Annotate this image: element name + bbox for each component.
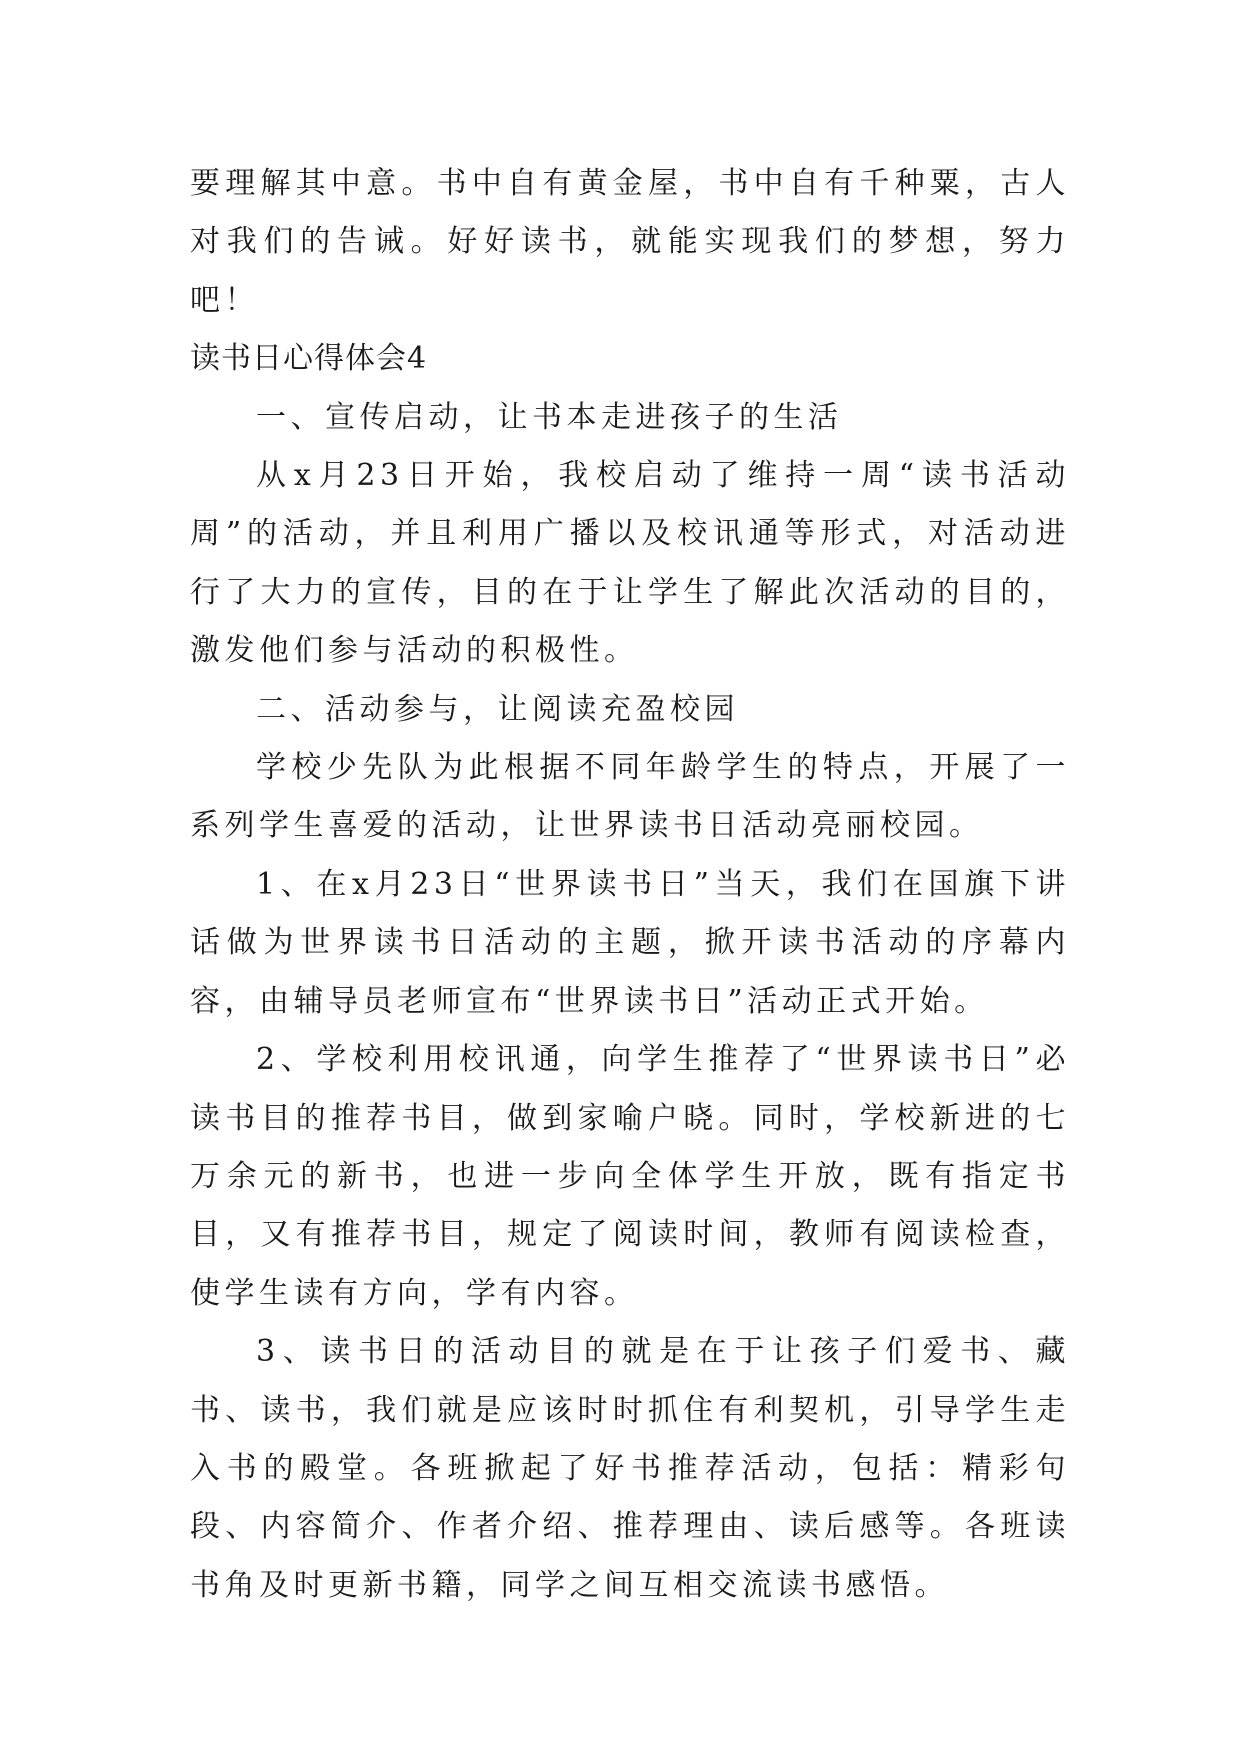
section-title: 读书日心得体会4 xyxy=(190,341,428,377)
document-body xyxy=(190,155,1070,1615)
list-item-1: 1、在x月23日“世界读书日”当天，我们在国旗下讲话做为世界读书日活动的主题，掀开读书活动的序幕内容，由辅导员老师宣布“世界读书日”活动正式开始。 xyxy=(190,866,1070,1019)
heading-part-two: 二、活动参与，让阅读充盈校园 xyxy=(256,691,739,727)
list-item-2: 2、学校利用校讯通，向学生推荐了“世界读书日”必读书目的推荐书目，做到家喻户晓。同时，学校新进的七万余元的新书，也进一步向全体学生开放，既有指定书目，又有推荐书目，规定了阅读时间，教师有阅读检查，使学生读有方向，学有内容。 xyxy=(190,1042,1070,1311)
list-item-3: 3、读书日的活动目的就是在于让孩子们爱书、藏书、读书，我们就是应该时时抓住有利契机，引导学生走入书的殿堂。各班掀起了好书推荐活动，包括：精彩句段、内容简介、作者介绍、推荐理由、读后感等。各班读书角及时更新书籍，同学之间互相交流读书感悟。 xyxy=(190,1334,1070,1603)
paragraph-activities-intro: 学校少先队为此根据不同年龄学生的特点，开展了一系列学生喜爱的活动，让世界读书日活动亮丽校园。 xyxy=(190,750,1070,844)
heading-part-one: 一、宣传启动，让书本走进孩子的生活 xyxy=(256,399,843,435)
paragraph-continuation: 要理解其中意。书中自有黄金屋，书中自有千种粟，古人对我们的告诫。好好读书，就能实现我们的梦想，努力吧！ xyxy=(190,166,1070,318)
paragraph-launch: 从x月23日开始，我校启动了维持一周“读书活动周”的活动，并且利用广播以及校讯通等形式，对活动进行了大力的宣传，目的在于让学生了解此次活动的目的，激发他们参与活动的积极性。 xyxy=(190,458,1070,669)
